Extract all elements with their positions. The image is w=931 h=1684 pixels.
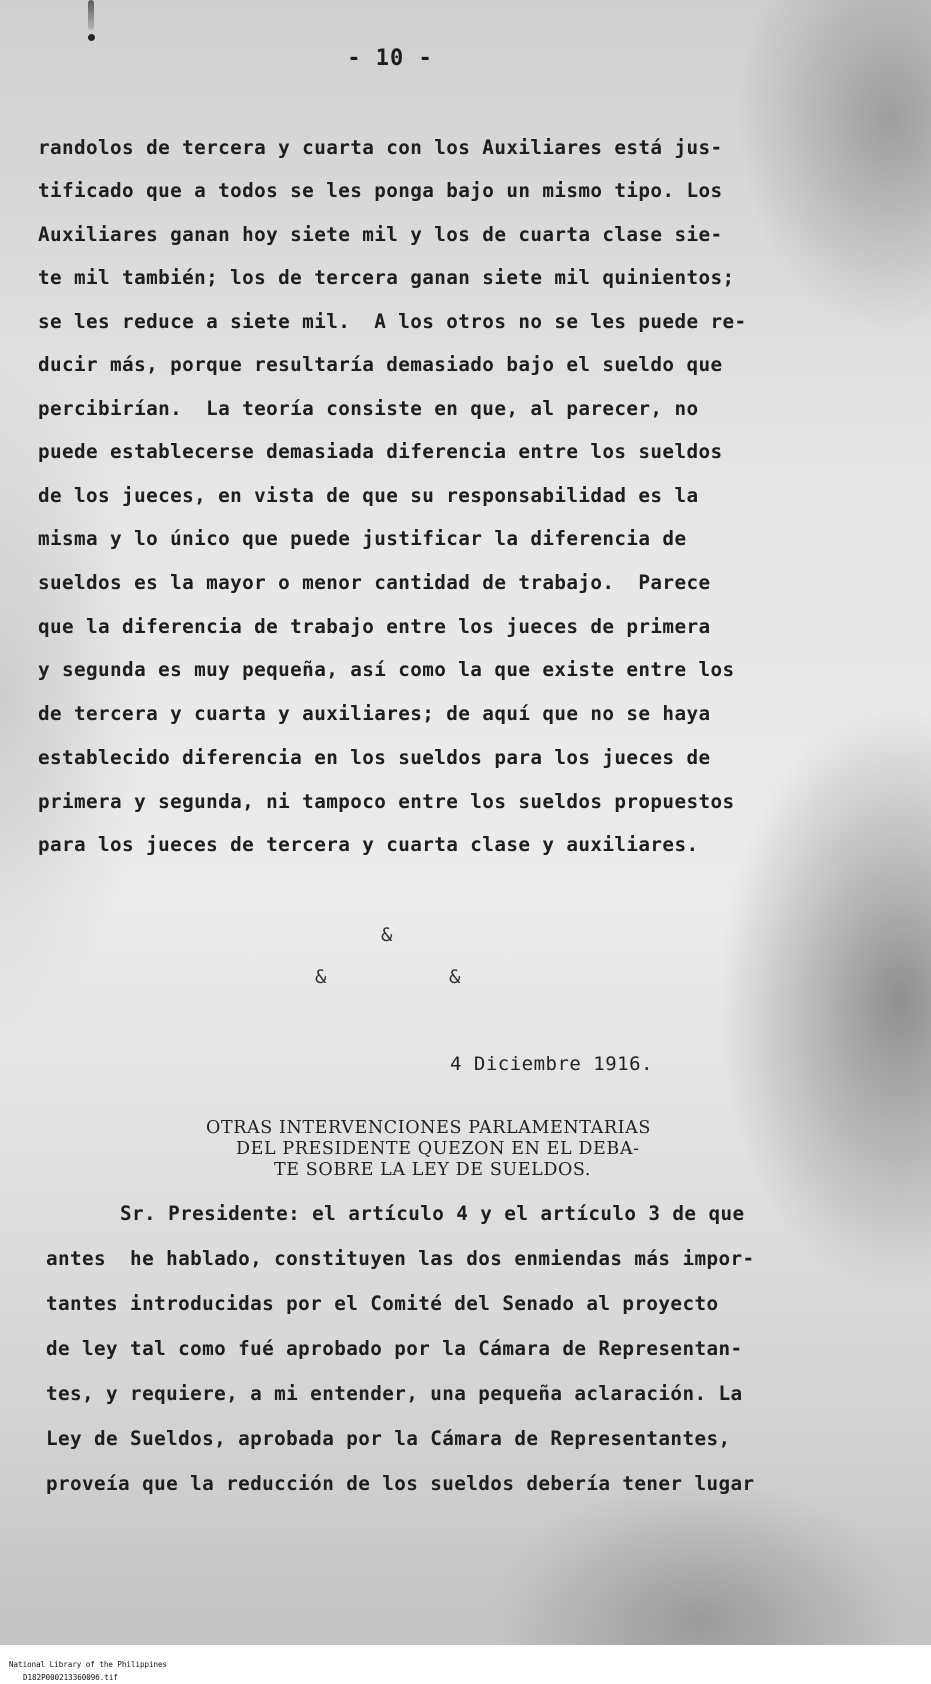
scan-footer [0,1645,931,1682]
text-line: para los jueces de tercera y cuarta clase y auxiliares. [38,833,699,856]
text-line: Sr. Presidente: el artículo 4 y el artículo 3 de que [60,1202,745,1225]
text-line: tificado que a todos se les ponga bajo un mismo tipo. Los [38,179,723,202]
text-line: ducir más, porque resultaría demasiado bajo el sueldo que [38,353,723,376]
page-number: - 10 - [347,46,433,71]
document-date: 4 Diciembre 1916. [450,1053,653,1075]
text-line: de ley tal como fué aprobado por la Cámara de Representan- [46,1337,743,1360]
section-ornament: & [381,924,393,946]
text-line: proveía que la reducción de los sueldos debería tener lugar [46,1472,755,1495]
text-line: primera y segunda, ni tampoco entre los sueldos propuestos [38,790,735,813]
text-line: antes he hablado, constituyen las dos enmiendas más impor- [46,1247,755,1270]
text-line: de los jueces, en vista de que su responsabilidad es la [38,484,699,507]
text-line: puede establecerse demasiada diferencia entre los sueldos [38,440,723,463]
text-line: sueldos es la mayor o menor cantidad de trabajo. Parece [38,571,711,594]
section-ornament: & [449,966,461,988]
text-line: misma y lo único que puede justificar la diferencia de [38,527,687,550]
ink-dot [88,34,95,41]
text-line: tantes introducidas por el Comité del Senado al proyecto [46,1292,719,1315]
heading-line: TE SOBRE LA LEY DE SUELDOS. [274,1160,592,1180]
text-line: Auxiliares ganan hoy siete mil y los de cuarta clase sie- [38,223,723,246]
text-line: tes, y requiere, a mi entender, una pequeña aclaración. La [46,1382,743,1405]
text-line: que la diferencia de trabajo entre los jueces de primera [38,615,711,638]
text-line: randolos de tercera y cuarta con los Auxiliares está jus- [38,136,723,159]
text-line: de tercera y cuarta y auxiliares; de aquí que no se haya [38,702,711,725]
text-line: te mil también; los de tercera ganan siete mil quinientos; [38,266,735,289]
text-line: y segunda es muy pequeña, así como la que existe entre los [38,658,735,681]
section-ornament: & [315,966,327,988]
footer-file: D182P00021336009б.tif [23,1673,118,1682]
text-line: establecido diferencia en los sueldos para los jueces de [38,746,711,769]
heading-line: OTRAS INTERVENCIONES PARLAMENTARIAS [206,1118,651,1138]
binding-mark [88,0,94,30]
footer-library: National Library of the Philippines [9,1660,168,1669]
text-line: se les reduce a siete mil. A los otros no se les puede re- [38,310,747,333]
heading-line: DEL PRESIDENTE QUEZON EN EL DEBA- [236,1139,640,1159]
text-line: Ley de Sueldos, aprobada por la Cámara de Representantes, [46,1427,731,1450]
text-line: percibirían. La teoría consiste en que, al parecer, no [38,397,699,420]
